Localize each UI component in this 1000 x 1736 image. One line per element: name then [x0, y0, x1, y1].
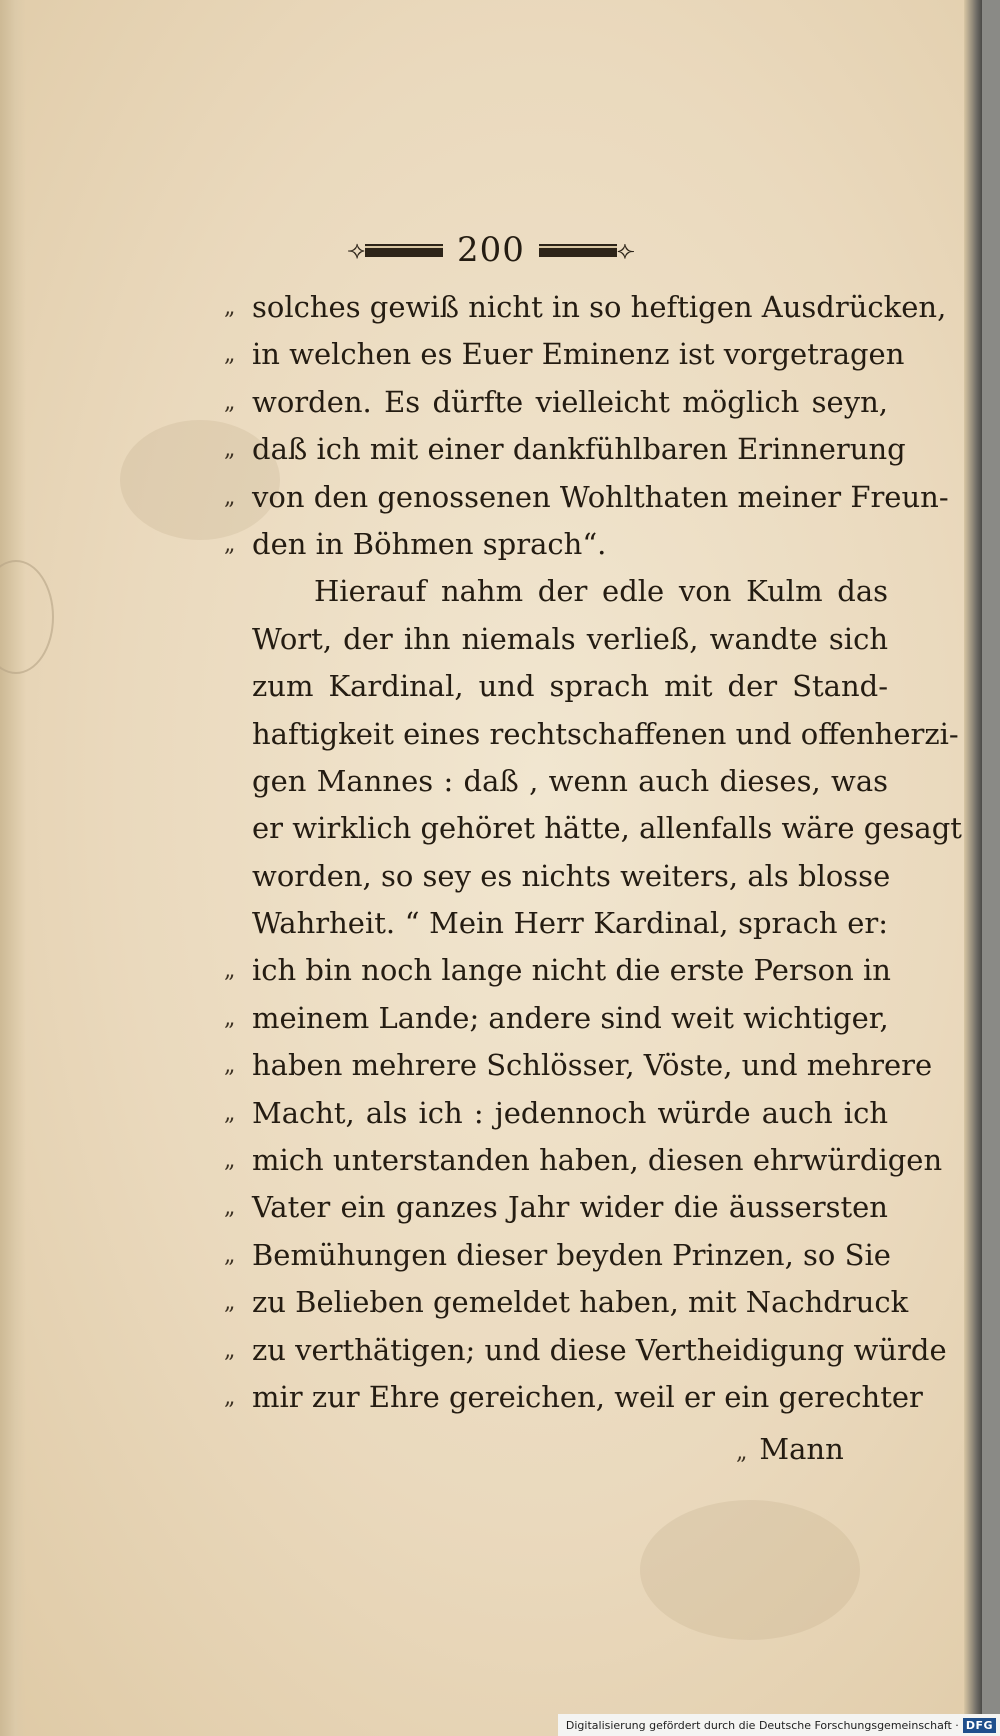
- catchword: [736, 1432, 844, 1466]
- quote-mark: „: [224, 1337, 236, 1363]
- quote-mark: „: [224, 295, 236, 320]
- page-number: 200: [457, 230, 525, 270]
- line-text: Macht, als ich : jedennoch würde auch ich: [252, 1095, 888, 1130]
- quote-mark: „: [224, 1100, 236, 1126]
- text-line: [252, 758, 888, 805]
- quote-mark: „: [224, 484, 236, 510]
- dfg-logo: DFG: [963, 1718, 996, 1733]
- line-text: in welchen es Euer Eminenz ist vorgetragen: [252, 337, 905, 372]
- text-line: [224, 379, 888, 426]
- quote-mark: „: [224, 531, 236, 557]
- line-text: zu Belieben gemeldet haben, mit Nachdruck: [252, 1285, 909, 1320]
- line-text: worden, so sey es nichts weiters, als blosse: [252, 858, 891, 893]
- quote-mark: „: [224, 1195, 236, 1221]
- line-text: Wahrheit. “ Mein Herr Kardinal, sprach er:: [252, 906, 888, 941]
- line-text: mich unterstanden haben, diesen ehrwürdigen: [252, 1143, 943, 1178]
- text-line: [224, 1327, 947, 1374]
- text-line: [252, 853, 891, 900]
- text-line: [252, 663, 888, 710]
- header-ornament-left: [347, 238, 443, 262]
- quote-mark: „: [224, 1242, 236, 1268]
- text-line: [252, 805, 962, 852]
- quote-mark: „: [224, 1290, 236, 1316]
- line-text: solches gewiß nicht in so heftigen Ausdrücken,: [252, 290, 947, 324]
- text-line: [224, 947, 891, 994]
- line-text: gen Mannes : daß , wenn auch dieses, was: [252, 763, 888, 798]
- ornament-flourish-icon: ⟢: [347, 236, 366, 264]
- line-text: Vater ein ganzes Jahr wider die äussersten: [252, 1190, 888, 1225]
- ornament-flourish-icon: ⟣: [616, 236, 635, 264]
- text-line: [224, 331, 905, 378]
- page-header: [0, 228, 982, 272]
- text-line: [224, 426, 906, 473]
- text-line: [252, 568, 888, 615]
- ornament-bar: [365, 244, 443, 257]
- text-line: [224, 1232, 891, 1279]
- binding-clip-mark: [0, 560, 54, 674]
- catchword-quote-mark: „: [736, 1440, 748, 1465]
- text-line: [252, 711, 959, 758]
- line-text: Hierauf nahm der edle von Kulm das: [314, 574, 888, 609]
- quote-mark: „: [224, 1005, 236, 1031]
- text-line: [224, 1042, 933, 1089]
- text-line: [252, 616, 888, 663]
- line-text: haftigkeit eines rechtschaffenen und offenherzi-: [252, 716, 959, 751]
- ornament-bar: [539, 244, 617, 257]
- quote-mark: „: [224, 1053, 236, 1079]
- line-text: meinem Lande; andere sind weit wichtiger,: [252, 1000, 889, 1035]
- header-ornament-right: [539, 238, 635, 262]
- line-text: zu verthätigen; und diese Vertheidigung würde: [252, 1332, 947, 1367]
- quote-mark: „: [224, 389, 236, 415]
- book-spine-shadow: [964, 0, 982, 1736]
- quote-mark: „: [224, 437, 236, 463]
- text-line: [252, 900, 888, 947]
- line-text: er wirklich gehöret hätte, allenfalls wäre gesagt: [252, 811, 962, 846]
- text-line: [224, 284, 947, 331]
- text-line: [224, 1184, 888, 1231]
- text-line: [224, 521, 888, 568]
- line-text: den in Böhmen sprach“.: [252, 526, 607, 561]
- line-text: Wort, der ihn niemals verließ, wandte sich: [252, 621, 888, 656]
- line-text: mir zur Ehre gereichen, weil er ein gerechter: [252, 1379, 923, 1414]
- catchword-text: Mann: [759, 1432, 844, 1466]
- paper-stain: [640, 1500, 860, 1640]
- quote-mark: „: [224, 342, 236, 368]
- text-line: [224, 1374, 923, 1421]
- quote-mark: „: [224, 958, 236, 984]
- line-text: worden. Es dürfte vielleicht möglich seyn,: [252, 384, 888, 419]
- line-text: von den genossenen Wohlthaten meiner Freun-: [252, 479, 949, 514]
- footer-credit-text: Digitalisierung gefördert durch die Deutsche Forschungsgemeinschaft ·: [565, 1718, 959, 1732]
- text-line: [224, 995, 889, 1042]
- line-text: daß ich mit einer dankfühlbaren Erinnerung: [252, 432, 906, 467]
- text-line: [224, 1090, 888, 1137]
- quote-mark: „: [224, 1148, 236, 1174]
- line-text: haben mehrere Schlösser, Vöste, und mehrere: [252, 1048, 933, 1083]
- line-text: Bemühungen dieser beyden Prinzen, so Sie: [252, 1237, 891, 1272]
- quote-mark: „: [224, 1384, 236, 1410]
- text-line: [224, 1279, 909, 1326]
- text-line: [224, 474, 949, 521]
- line-text: ich bin noch lange nicht die erste Person in: [252, 953, 891, 988]
- text-line: [224, 1137, 943, 1184]
- line-text: zum Kardinal, und sprach mit der Stand-: [252, 669, 888, 704]
- page-body-text: [224, 284, 962, 1421]
- digitization-footer: [558, 1714, 1000, 1736]
